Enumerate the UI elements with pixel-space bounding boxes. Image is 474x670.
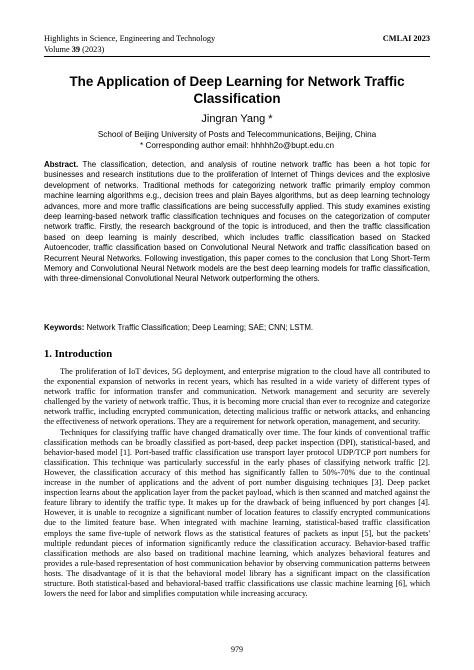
keywords-label: Keywords: — [44, 323, 85, 332]
keywords — [44, 323, 430, 333]
author-name: Jingran Yang * — [201, 113, 273, 125]
volume-label: Volume — [44, 44, 70, 54]
abstract — [44, 160, 430, 285]
abstract-text: The classification, detection, and analysis of routine network traffic has been a hot topic for businesses and research institutions due to the proliferation of Internet of Things devices and the explosive development of networks. Traditional methods for categorizing network traffic primarily employ common machine learning algorithms e.g., decision trees and plain Bayes algorithms, but as deep learning technology advances, more and more traffic classifications are being successfully applied. This study examines existing deep learning-based network traffic classification techniques and focuses on the categorization of computer network traffic. Firstly, the research background of the topic is introduced, and then the traffic classification based on deep learning is mainly described, which includes traffic classification based on Stacked Autoencoder, traffic classification based on Convolutional Neural Network and traffic classification based on Recurrent Neural Networks. Following investigation, this paper comes to the conclusion that Long Short-Term Memory and Convolutional Neural Network models are the best deep learning models for traffic classification, with three-dimensional Convolutional Neural Network outperforming the others. — [44, 160, 430, 284]
paper-title: The Application of Deep Learning for Network Traffic Classification — [69, 74, 405, 106]
section-heading: 1. Introduction — [44, 349, 113, 360]
section-body — [44, 367, 430, 599]
keywords-text: Network Traffic Classification; Deep Learning; SAE; CNN; LSTM. — [86, 323, 314, 332]
paragraph: Techniques for classifying traffic have changed dramatically over time. The four kinds of conventional traffic classification methods can be broadly classified as port-based, deep packet inspection (DPI), statistical-based, and behavior-based model [1]. Port-based traffic classification use transport layer protocol UDP/TCP port numbers for classification. This technique was particularly successful in the early phases of classifying network traffic [2]. However, the classification accuracy of this method has significantly fallen to 50%-70% due to the continual increase in the number of applications and the advent of port number disguising techniques [3]. Deep packet inspection learns about the application layer from the packet payload, which is then scanned and matched against the feature library to identify the traffic type. It makes up for the drawback of being influenced by port changes [4]. However, it is unable to recognize a significant number of location features to classify encrypted communications due to the limited feature base. When integrated with machine learning, statistical-based traffic classification employs the same five-tuple of network flows as the statistical features of packets as input [5], but the packets' multiple redundant pieces of information significantly reduce the classification accuracy. Behavior-based traffic classification methods are also based on traditional machine learning, which analyzes behavioral features and provides a rule-based representation of host communication behavior by observing communication patterns between hosts. The disadvantage of it is that the behavioral model library has a significant impact on the classification structure. Both statistical-based and behavioral-based traffic classifications use classic machine learning [6], which lowers the need for labor and simplifies computation while increasing accuracy. — [44, 427, 430, 599]
volume-line — [44, 45, 215, 56]
affiliation-block — [44, 130, 430, 151]
abstract-label: Abstract. — [44, 160, 79, 169]
affiliation: School of Beijing University of Posts and Telecommunications, Beijing, China — [97, 130, 377, 139]
corresponding-email: * Corresponding author email: hhhhh2o@bupt.edu.cn — [139, 140, 335, 150]
page-number: 979 — [231, 645, 243, 654]
volume-number: 39 — [71, 44, 81, 54]
journal-name: Highlights in Science, Engineering and Technology — [44, 34, 216, 43]
conference-name: CMLAI 2023 — [382, 34, 430, 43]
volume-year: (2023) — [82, 44, 105, 54]
paragraph: The proliferation of IoT devices, 5G deployment, and enterprise migration to the cloud have all contributed to the exponential expansion of networks in recent years, which has resulted in a wide variety of different types of network traffic for information transfer and communication. Network management and security are severely challenged by the variety of network traffic. Thus, it is becoming more crucial than ever to recognize and categorize network traffic, including encrypted communication, detecting malicious traffic or network attacks, and enhancing the effectiveness of network operations. They are a requirement for network operation, management, and security. — [44, 367, 430, 427]
header-rule — [44, 56, 430, 57]
running-header — [44, 34, 215, 55]
